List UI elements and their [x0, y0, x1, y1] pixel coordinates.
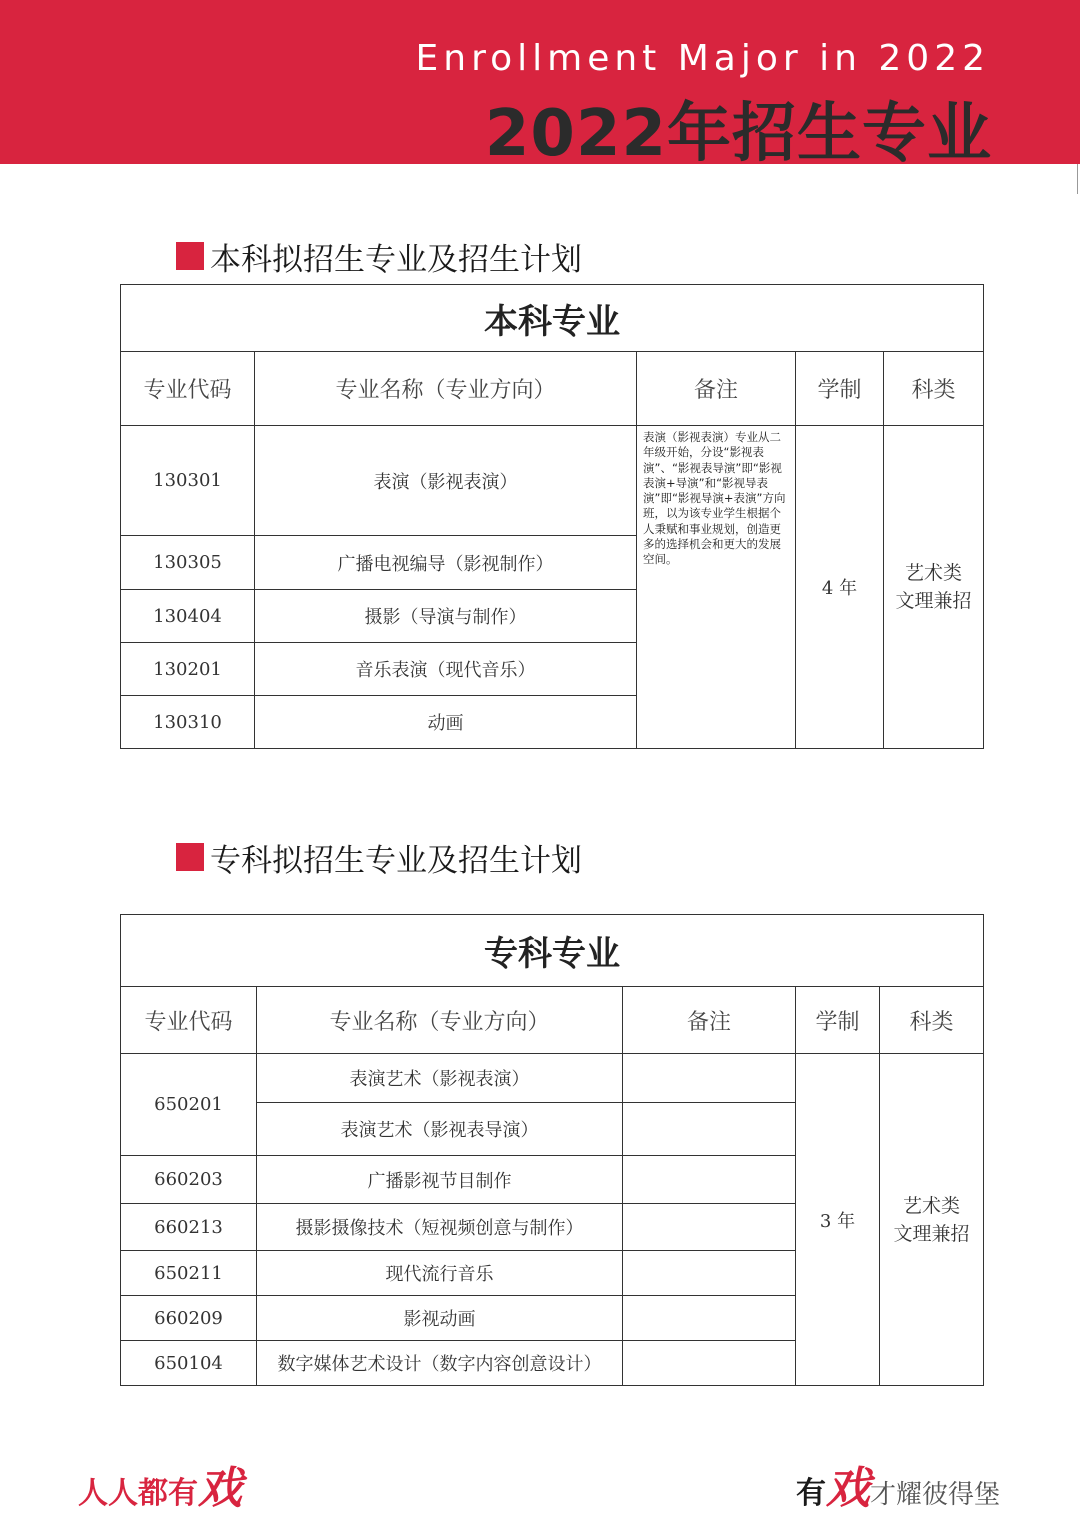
college-section-title: [176, 837, 582, 877]
major-code: 650211: [121, 1251, 257, 1296]
header-duration: 学制: [796, 987, 880, 1054]
footer-right-text-2: 才耀彼得堡: [870, 1480, 1001, 1510]
subject-category: [884, 426, 984, 749]
major-note: [623, 1103, 796, 1156]
major-code: 130404: [121, 590, 255, 643]
major-code: 650104: [121, 1341, 257, 1386]
header-name: 专业名称（专业方向）: [255, 352, 637, 426]
red-square-icon: [176, 242, 204, 270]
footer-right-big: 戏: [826, 1463, 870, 1514]
table-row: [121, 1054, 984, 1103]
major-name: 摄影（导演与制作）: [255, 590, 637, 643]
header-duration: 学制: [796, 352, 884, 426]
header-title-en: Enrollment Major in 2022: [415, 38, 990, 79]
major-note: [623, 1156, 796, 1204]
subject-category: [880, 1054, 984, 1386]
major-name: 影视动画: [257, 1296, 623, 1341]
footer-right-text-1: 有: [796, 1476, 826, 1511]
header-banner: [0, 0, 1080, 171]
category-line-2: 文理兼招: [895, 590, 972, 612]
header-code: 专业代码: [121, 987, 257, 1054]
major-name: 摄影摄像技术（短视频创意与制作）: [257, 1204, 623, 1251]
undergrad-section-label: 本科拟招生专业及招生计划: [210, 241, 582, 278]
footer-slogan-right: [796, 1452, 1000, 1516]
major-note: [623, 1054, 796, 1103]
header-note: 备注: [623, 987, 796, 1054]
major-name: 音乐表演（现代音乐）: [255, 643, 637, 696]
header-name: 专业名称（专业方向）: [257, 987, 623, 1054]
major-code: 130301: [121, 426, 255, 536]
study-duration: 3 年: [796, 1054, 880, 1386]
college-table: [120, 914, 984, 1386]
major-name: 表演艺术（影视表演）: [257, 1054, 623, 1103]
major-code: 130310: [121, 696, 255, 749]
major-note: [623, 1296, 796, 1341]
footer-left-big: 戏: [198, 1463, 242, 1514]
footer-left-text: 人人都有: [78, 1476, 198, 1511]
category-line-1: 艺术类: [903, 1194, 961, 1217]
major-name: 表演艺术（影视表导演）: [257, 1103, 623, 1156]
major-name: 现代流行音乐: [257, 1251, 623, 1296]
major-note: [623, 1251, 796, 1296]
category-line-1: 艺术类: [905, 562, 963, 584]
undergrad-section-title: [176, 236, 582, 276]
header-code: 专业代码: [121, 352, 255, 426]
major-code: 650201: [121, 1054, 257, 1156]
major-code: 130305: [121, 536, 255, 590]
header-category: 科类: [880, 987, 984, 1054]
major-name: 动画: [255, 696, 637, 749]
header-category: 科类: [884, 352, 984, 426]
college-section-label: 专科拟招生专业及招生计划: [210, 842, 582, 879]
edge-divider: [1077, 164, 1078, 194]
major-name: 广播影视节目制作: [257, 1156, 623, 1204]
table-row: [121, 426, 984, 536]
major-name: 广播电视编导（影视制作）: [255, 536, 637, 590]
footer-slogan-left: [78, 1452, 242, 1516]
major-code: 660203: [121, 1156, 257, 1204]
header-title-cn: 2022年招生专业: [484, 97, 992, 171]
major-name: 表演（影视表演）: [255, 426, 637, 536]
major-name: 数字媒体艺术设计（数字内容创意设计）: [257, 1341, 623, 1386]
major-note: 表演（影视表演）专业从二年级开始，分设“影视表演”、“影视表导演”即“影视表演+导演”和“影视导表演”即“影视导演+表演”方向班，以为该专业学生根据个人秉赋和事业规划，创造更多的选择机会和更大的发展空间。: [637, 426, 796, 749]
category-line-2: 文理兼招: [893, 1222, 970, 1245]
header-note: 备注: [637, 352, 796, 426]
red-square-icon: [176, 843, 204, 871]
major-code: 660213: [121, 1204, 257, 1251]
undergrad-table-title: 本科专业: [121, 285, 984, 352]
study-duration: 4 年: [796, 426, 884, 749]
major-code: 660209: [121, 1296, 257, 1341]
major-note: [623, 1204, 796, 1251]
undergrad-table: [120, 284, 984, 749]
college-table-title: 专科专业: [121, 915, 984, 987]
major-code: 130201: [121, 643, 255, 696]
major-note: [623, 1341, 796, 1386]
